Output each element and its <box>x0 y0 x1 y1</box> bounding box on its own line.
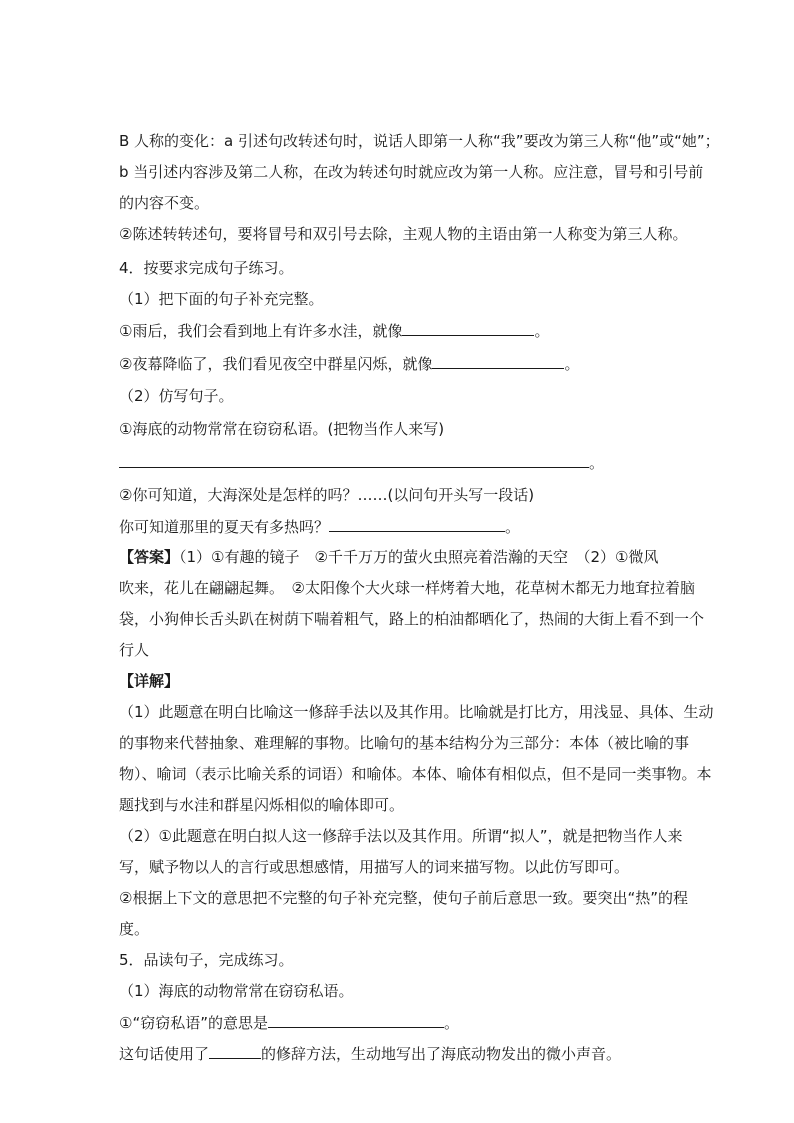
text-segment: 。 <box>589 454 605 472</box>
text-line: 袋，小狗伸长舌头趴在树荫下喘着粗气，路上的柏油都晒化了，热闹的大街上看不到一个 <box>119 610 705 628</box>
text-line: （1）此题意在明白比喻这一修辞手法以及其作用。比喻就是打比方，用浅显、具体、生动 <box>119 703 714 721</box>
text-line: 题找到与水洼和群星闪烁相似的喻体即可。 <box>119 796 405 814</box>
text-line: B 人称的变化：a 引述句改转述句时，说话人即第一人称“我”要改为第三人称“他”或“她”； <box>119 132 720 150</box>
text-segment: 你可知道那里的夏天有多热吗？ <box>119 518 330 536</box>
text-line: b 当引述内容涉及第二人称，在改为转述句时就应改为第一人称。应注意，冒号和引号前 <box>119 163 704 181</box>
text-line: 度。 <box>119 920 150 938</box>
text-line: ②根据上下文的意思把不完整的句子补充完整，使句子前后意思一致。要突出“热”的程 <box>119 889 688 907</box>
text-line: ②你可知道，大海深处是怎样的吗？……(以问句开头写一段话) <box>119 486 535 504</box>
text-line: 行人 <box>119 641 150 659</box>
text-segment: 。 <box>444 1014 460 1032</box>
explanation-label: 【详解】 <box>119 672 180 690</box>
text-line: 的内容不变。 <box>119 194 210 212</box>
text-line: 吹来，花儿在翩翩起舞。 ②太阳像个大火球一样烤着大地，花草树木都无力地耷拉着脑 <box>119 579 695 597</box>
answer-line <box>119 547 754 567</box>
fill-blank-line <box>119 452 754 473</box>
text-line: 的事物来代替抽象、难理解的事物。比喻句的基本结构分为三部分：本体（被比喻的事 <box>119 734 690 752</box>
text-segment: ②夜幕降临了，我们看见夜空中群星闪烁，就像 <box>119 355 433 373</box>
question-heading: 5．品读句子，完成练习。 <box>119 951 294 969</box>
fill-blank-line <box>119 1012 754 1033</box>
text-line: 物）、喻词（表示比喻关系的词语）和喻体。本体、喻体有相似点，但不是同一类事物。本 <box>119 765 712 783</box>
text-segment: 这句话使用了 <box>119 1045 210 1063</box>
text-segment: 。 <box>564 355 580 373</box>
fill-blank-line <box>119 516 754 537</box>
question-heading: 4．按要求完成句子练习。 <box>119 259 294 277</box>
answer-blank <box>268 1012 444 1028</box>
text-segment: （1）①有趣的镜子 ②千千万万的萤火虫照亮着浩瀚的天空 （2）①微风 <box>179 548 659 566</box>
fill-blank-line <box>119 1043 754 1064</box>
text-line: （1）海底的动物常常在窃窃私语。 <box>119 982 354 1000</box>
fill-blank-line <box>119 353 754 374</box>
text-segment: 。 <box>534 322 550 340</box>
answer-blank <box>402 320 534 336</box>
text-segment: 。 <box>505 518 521 536</box>
text-segment: ①雨后，我们会看到地上有许多水洼，就像 <box>119 322 403 340</box>
answer-label: 【答案】 <box>119 548 180 566</box>
text-line: （2）仿写句子。 <box>119 387 234 405</box>
text-line: ②陈述转转述句，要将冒号和双引号去除，主观人物的主语由第一人称变为第三人称。 <box>119 225 688 243</box>
text-line: （2）①此题意在明白拟人这一修辞手法以及其作用。所谓“拟人”，就是把物当作人来 <box>119 827 683 845</box>
answer-blank <box>432 353 564 369</box>
text-line: ①海底的动物常常在窃窃私语。(把物当作人来写) <box>119 420 445 438</box>
answer-blank <box>329 516 505 532</box>
text-segment: ①“窃窃私语”的意思是 <box>119 1014 268 1032</box>
fill-blank-line <box>119 320 754 341</box>
answer-blank <box>119 452 589 468</box>
text-line: 写，赋予物以人的言行或思想感情，用描写人的词来描写物。以此仿写即可。 <box>119 858 630 876</box>
text-segment: 的修辞方法，生动地写出了海底动物发出的微小声音。 <box>261 1045 622 1063</box>
answer-blank <box>209 1043 261 1059</box>
text-line: （1）把下面的句子补充完整。 <box>119 290 324 308</box>
